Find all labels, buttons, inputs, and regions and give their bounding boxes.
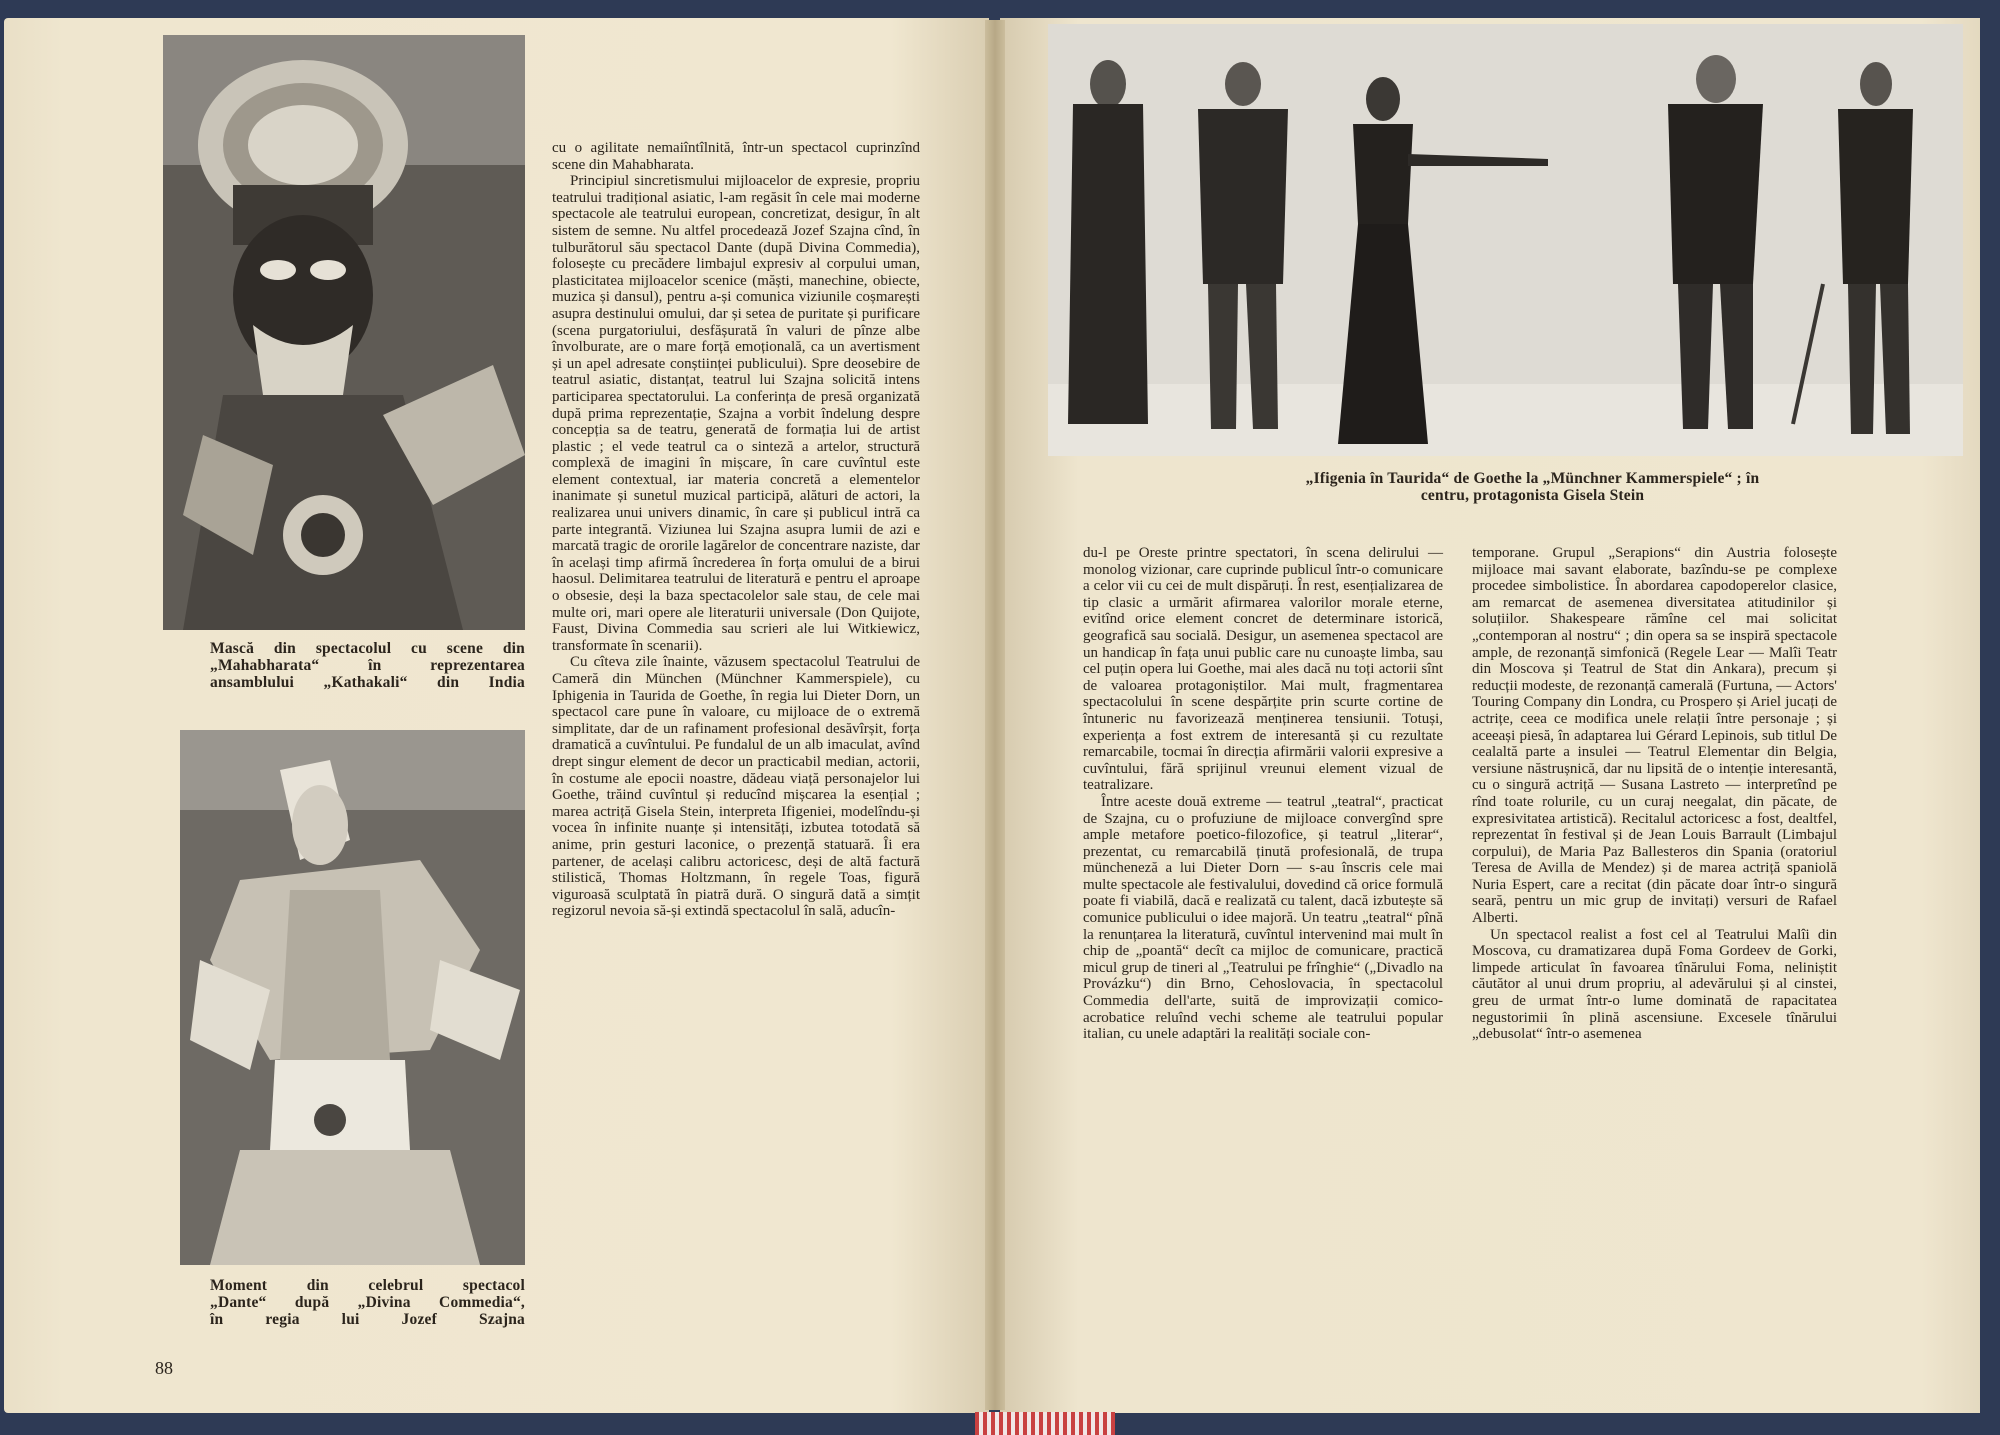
right-page-text-column-2 (1472, 545, 1837, 1043)
photo1-caption-line2: „Mahabharata“ în reprezentarea (210, 657, 525, 674)
book-gutter (985, 20, 1005, 1410)
photo1-caption-line1: Mască din spectacolul cu scene din (210, 640, 525, 657)
right-col2-paragraph-2: Un spectacol realist a fost cel al Teatrului Malîi din Moscova, cu dramatizarea după Foma Gordeev de Gorki, limpede articulat în favoarea tînărului Foma, neliniștit căutător al unui drum propriu, al adevărului și al cinstei, greu de urmat într-o lume dominată de rapacitatea negustorimii în plină ascensiune. Excesele tînărului „debusolat“ într-o asemenea (1472, 926, 1837, 1043)
photo2-caption-line1: Moment din celebrul spectacol (210, 1277, 525, 1294)
iphigenia-stage-illustration (1048, 24, 1963, 456)
iphigenia-stage-photo (1048, 24, 1963, 456)
left-page-text-column (552, 140, 920, 920)
photo2-caption (210, 1277, 525, 1328)
bookmark-ribbon (975, 1412, 1115, 1435)
kathakali-mask-illustration (163, 35, 525, 630)
right-col1-paragraph-2: Între aceste două extreme — teatrul „teatral“, practicat de Szajna, cu o profuziune de mijloace convergînd spre ample metafore poetico-filozofice, și teatrul „literar“, prezentat, cu remarcabilă ținută profesională, de trupa müncheneză a lui Dieter Dorn — s-au înscris cele mai multe spectacole ale festivalului, dovedind că orice formulă poate fi viabilă, dacă e realizată cu talent, dacă izbutește să comunice publicului o idee majoră. Un teatru „teatral“ pînă la renunțarea la literatură, cuvîntul intervenind mai mult în chip de „poantă“ decît ca mijloc de comunicare, practică micul grup de tineri al „Teatrului pe frînghie“ („Divadlo na Provázku“) din Brno, Cehoslovacia, în spectacolul Commedia dell'arte, suită de improvizații comico-acrobatice reluînd vechi scheme ale teatrului popular italian, cu unele adaptări la realități sociale con- (1083, 793, 1443, 1043)
right-caption-line1: „Ifigenia în Taurida“ de Goethe la „Münchner Kammerspiele“ ; în (1305, 470, 1760, 487)
dante-performance-illustration (180, 730, 525, 1265)
right-photo-caption (1220, 470, 1845, 504)
photo2-caption-line2: „Dante“ după „Divina Commedia“, (210, 1294, 525, 1311)
kathakali-mask-photo (163, 35, 525, 630)
photo1-caption (210, 640, 525, 691)
left-paragraph-2: Principiul sincretismului mijloacelor de expresie, propriu teatrului tradițional asiatic, l-am regăsit în cele mai moderne spectacole ale teatrului european, concretizat, desigur, în alt sistem de semne. Nu altfel procedează Jozef Szajna cînd, în tulburătorul său spectacol Dante (după Divina Commedia), folosește cu precădere limbajul expresiv al corpului uman, plasticitatea mijloacelor scenice (măști, manechine, obiecte, muzica și dansul), pentru a-și comunica viziunile coșmarești asupra destinului omului, dar și setea de puritate și purificare (scena purgatoriului, desfășurată în valuri de pînze albe învolburate, are o mare forță emoțională, ca un avertisment și un apel adresate conștiinței publicului). Spre deosebire de teatrul asiatic, distanțat, teatrul lui Szajna solicită intens participarea spectatorului. La conferința de presă organizată după prima reprezentație, Szajna a vorbit îndelung despre concepția sa de teatru, generată de formația lui de artist plastic ; el vede teatrul ca o sinteză a artelor, structură complexă de imagini în mișcare, în care cuvîntul este element contextual, iar materia concretă a elementelor inanimate și sunetul muzical participă, alături de actori, la realizarea unui univers dinamic, în care și publicul intră ca parte integrantă. Viziunea lui Szajna asupra lumii de azi e marcată tragic de ororile lagărelor de concentrare naziste, dar în același timp afirmă încrederea în forța omului de a birui haosul. Delimitarea teatrului de literatură e pentru el aproape o obsesie, deși la baza spectacolelor sale stau, de cele mai multe ori, mari opere ale literaturii universale (Don Quijote, Faust, Divina Commedia sau scrieri ale lui Witkiewicz, transformate în scenarii). (552, 173, 920, 654)
left-paragraph-3: Cu cîteva zile înainte, văzusem spectacolul Teatrului de Cameră din München (Münchner Kammerspiele), cu Iphigenia in Taurida de Goethe, în regia lui Dieter Dorn, un spectacol care pune în valoare, cu mijloace de o extremă simplitate, dar de un rafinament profesional desăvîrșit, forța dramatică a cuvîntului. Pe fundalul de un alb imaculat, avînd drept singur element de decor un practicabil median, actorii, în costume ale epocii noastre, dădeau viață personajelor lui Goethe, trăind cuvîntul și reducînd mișcarea la esențial ; marea actriță Gisela Stein, interpreta Ifigeniei, modelîndu-și vocea în infinite nuanțe și intensități, izbutea totodată să anime, prin gesturi laconice, o prezență statuară. Îi era partener, de același calibru actoricesc, deși de altă factură stilistică, Thomas Holtzmann, în regele Toas, figură viguroasă sculptată în piatră dură. O singură dată a simțit regizorul nevoia să-și extindă spectacolul în sală, aducîn- (552, 654, 920, 920)
right-col2-paragraph-1: temporane. Grupul „Serapions“ din Austria folosește mijloace mai savant elaborate, bazîndu-se pe complexe procedee simbolistice. În abordarea capodoperelor clasice, am remarcat de asemenea diversitatea atitudinilor și soluțiilor. Shakespeare rămîne cel mai solicitat „contemporan al nostru“ ; din opera sa se inspiră spectacole ample, de rezonanță simfonică (Regele Lear — Malîi Teatr din Moscova și Teatrul de Stat din Ankara), precum și reducții modeste, de rezonanță camerală (Furtuna, — Actors' Touring Company din Londra, cu Prospero și Ariel jucați de actrițe, ceea ce modifica unele relații între personaje ; și aceeași piesă, în adaptarea lui Gérard Lepinois, sub titlul De cealaltă parte a insulei — Teatrul Elementar din Belgia, versiune năstrușnică, dar nu lipsită de o intenție interesantă, cu o singură actriță — Susana Lastreto — interpretînd pe rînd toate rolurile, cu un curaj neegalat, din păcate, de expresivitatea artistică). Recitalul actoricesc a fost, dealtfel, reprezentat în festival și de Jean Louis Barrault (Limbajul corpului), de Maria Paz Ballesteros din Spania (oratoriul Teresa de Avilla de Mendez) și de marea actriță spaniolă Nuria Espert, care a recitat (din păcate doar într-o singură seară, pentru un mic grup de invitați) versuri de Rafael Alberti. (1472, 545, 1837, 927)
page-number: 88 (155, 1358, 173, 1378)
photo2-caption-line3: în regia lui Jozef Szajna (210, 1311, 525, 1328)
left-paragraph-1: cu o agilitate nemaiîntîlnită, într-un spectacol cuprinzînd scene din Mahabharata. (552, 140, 920, 173)
right-col1-paragraph-1: du-l pe Oreste printre spectatori, în scena delirului — monolog vizionar, care cuprinde publicul într-o comunicare a celor vii cu cei de mult dispăruți. În rest, esențializarea de tip clasic a urmărit afirmarea valorilor morale eterne, evitînd orice element concret de determinare istorică, geografică sau socială. Desigur, un asemenea spectacol are un handicap în fața unui public care nu cunoaște limba, sau cel puțin opera lui Goethe, mai ales dacă nu toți actorii sînt de valoarea protagoniștilor. Mai mult, fragmentarea spectacolului în scene despărțite prin scurte cortine de întuneric nu favorizează menținerea tensiunii. Totuși, experiența a fost extrem de interesantă și cu rezultate remarcabile, tocmai în direcția afirmării valorii expresive a cuvîntului, fără sprijinul vreunui element vizual de teatralizare. (1083, 545, 1443, 794)
right-caption-line2: centru, protagonista Gisela Stein (1420, 487, 1645, 504)
photo1-caption-line3: ansamblului „Kathakali“ din India (210, 674, 525, 691)
dante-performance-photo (180, 730, 525, 1265)
right-page-text-column-1 (1083, 545, 1443, 1043)
